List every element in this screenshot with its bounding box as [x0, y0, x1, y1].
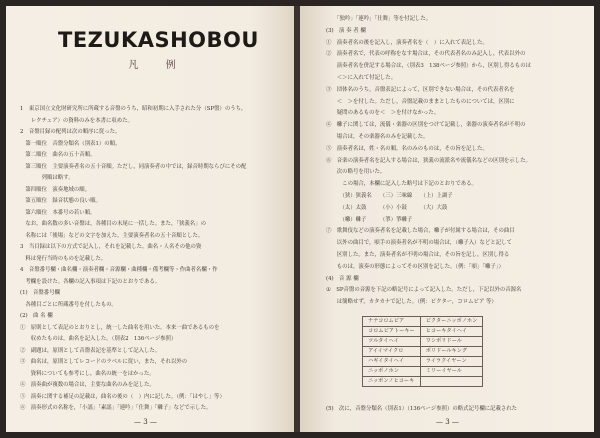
- text-line: なお，曲名数の多い音盤は，各種目の末尾に一括した。また，「狭義名」の: [20, 221, 206, 227]
- text-line: 料は発行当時のものを記載した。: [20, 255, 107, 262]
- text-line: レクチュア）の資料のみを本書に収めた。: [20, 117, 133, 124]
- label-row: [363, 327, 483, 337]
- text-line: 第三順位 主要演奏者名の五十音順。ただし，同演奏者の中では，録音時期ならびにその配: [20, 163, 247, 170]
- text-line: 疑問のあるものを＜ ＞を付けなかった。: [326, 110, 440, 117]
- text-line: (1) 音盤番号欄: [20, 290, 60, 296]
- text-line: 考欄を設けた。各欄の記入事項は下記のとおりである。: [20, 278, 161, 285]
- text-line: ⑦ 歌舞伎などの演奏者名を記載した場合，囃子が付属する場合は，その曲目: [326, 228, 515, 235]
- label-cell: ポリドールキング: [420, 347, 483, 357]
- label-row: [363, 357, 483, 367]
- label-row: [363, 337, 483, 347]
- text-line: 各種目ごとに所蔵番号を付したもの。: [20, 301, 117, 308]
- text-line: 以外の曲目で，唄手の演奏者名が不明の場合は，（囃子入）などと記して: [326, 240, 512, 247]
- right-page: [300, 6, 594, 432]
- label-cell: ナナコロムビア: [363, 317, 421, 327]
- label-cell: アイイマイクロ: [363, 347, 421, 357]
- page-title: TEZUKASHOBOU: [58, 28, 259, 52]
- text-line: ③ 曲名は，原則としてレコードのラベルに従い，また，それ以外の: [20, 359, 188, 365]
- text-line: ものは，演奏の形態によってその区別を記した。（例：「唄」「囃子」）: [326, 263, 504, 270]
- text-line: ① 原則として表記のとおりとし，統一した曲名を用いた。本来一曲であるものを: [20, 324, 220, 331]
- label-cell: ヒコーキタイヘイ: [420, 327, 483, 337]
- text-line: 1 東京国立文化財研究所に所蔵する音盤のうち，昭和初期に入手された分（SP盤）のうち，: [20, 106, 247, 112]
- label-cell: ライラクイヤーン: [420, 357, 483, 367]
- page-subtitle: 凡 例: [128, 60, 188, 71]
- text-line: 3 当目録は以下の方式で記入し，それを記載した。曲名・人名その他の資: [20, 244, 202, 250]
- label-cell: コロムビアトーキー: [363, 327, 421, 337]
- text-line: 資料についても参考にし，曲名の統一をはかった。: [20, 370, 155, 377]
- label-cell: ビクターニッポノホン: [420, 317, 483, 327]
- label-name-table: [362, 316, 483, 387]
- text-line: ＜ ＞を付した。ただし，音盤記載のままとしたものについては，区別に: [326, 98, 515, 105]
- text-line: ⑤ 演奏者名は，姓・名の順。名のみのものは，その旨を記した。: [326, 145, 488, 152]
- label-cell: [420, 377, 483, 387]
- text-line: ＜＞に入れて付記した。: [326, 75, 397, 81]
- text-line: 収めたものは，曲名を記入した。（別表2 136ページ参照）: [20, 336, 177, 342]
- text-line: 第六順位 本番号の若い順。: [20, 209, 96, 216]
- text-line: 第二順位 曲名の五十音順。: [20, 152, 96, 158]
- page-number-left: — 3 —: [134, 418, 157, 426]
- page-number-right: — 3 —: [436, 418, 459, 426]
- text-line: 演奏者名を併記する場合は，（別表3 138ページ参照）から，区別し得るものは: [326, 63, 531, 70]
- text-line: ② 演奏者名で，代表の呼称をなす場合は，その代表者名のみ記入し，代表以外の: [326, 51, 526, 58]
- text-line: ⑤ 演奏に関する補足の記載は，曲名の後の（ ）内に記した。（例：「はやし」等）: [20, 393, 225, 400]
- left-page: [6, 6, 294, 432]
- label-cell: ミリーイヤール: [420, 367, 483, 377]
- text-line: ⑥ 演奏形式の名称を，「小謡」「素謡」「連吟」「仕舞」「囃子」などで示した。: [20, 405, 212, 411]
- label-row: [363, 347, 483, 357]
- label-cell: ニッポンノヒコーキ: [363, 377, 421, 387]
- label-cell: ニッポノホン: [363, 367, 421, 377]
- text-line: 列順は略す。: [20, 175, 74, 181]
- label-cell: ツルタイヘイ: [363, 337, 421, 347]
- text-line: ④ 囃子に関しては，流儀・楽器の区別をつけて記載し，楽器の演奏者名が不明の: [326, 122, 526, 129]
- text-line: 第四順位 演奏地域の順。: [20, 186, 91, 193]
- text-line: （太）太鼓 （小）小鼓 （大）大鼓: [326, 204, 448, 211]
- text-line: ⑥ 音楽の演奏者名を記入する場合は，狭義の流派名や流儀名などの区別を示した。: [326, 157, 531, 164]
- text-line: 場合は，その楽器名のみを記載した。: [326, 134, 429, 140]
- text-line: 2 音盤目録の配列は次の順序に従った。: [20, 129, 121, 135]
- label-cell: ワシポリドール: [420, 337, 483, 347]
- text-line: （囃）囃子 （箏）箏囃子: [326, 216, 413, 223]
- footer-line: (5) 次に，音盤分類名（別表1）（136ページ参照）の略式記号欄に記載された: [326, 406, 518, 412]
- text-line: (2) 曲 名 欄: [20, 313, 53, 319]
- label-cell: ハギイタイヘイ: [363, 357, 421, 367]
- text-line: ① SP音盤の音源を下記の略記号によって記入した。ただし，下記以外の音源名: [326, 287, 522, 294]
- text-line: (3) 演 奏 者 欄: [326, 27, 366, 34]
- label-row: [363, 377, 483, 387]
- text-line: ④ 演奏曲が複数の場合は，主要な曲名のみを記した。: [20, 382, 155, 388]
- text-line: 第五順位 録音状態の良い順。: [20, 198, 101, 204]
- text-line: 名称には「後場」などの文字を加えた。主要演奏者名の五十音順とした。: [20, 232, 204, 239]
- text-line: 区別した。また，演奏者名が不明の場合は，その旨を記し，区別し得る: [326, 252, 510, 258]
- text-line: (4) 音 源 欄: [326, 275, 359, 282]
- text-line: は簡略せず，カタカナで記した。（例：ビクター，コロムビア 等）: [326, 299, 497, 306]
- text-line: 次の略号を用いた。: [326, 169, 386, 176]
- text-line: 4 音盤番号欄・曲名欄・演奏者欄・音源欄・曲種欄・備考欄等・作曲者名欄・作: [20, 267, 218, 273]
- text-line: この場合，本欄に記入した略号は下記のとおりである。: [326, 181, 477, 188]
- label-row: [363, 317, 483, 327]
- text-line: 「独吟」「連吟」「仕舞」等を付記した。: [326, 16, 432, 22]
- text-line: ③ 団体名のうち，音盤表記によって，区別できない場合は，その代表者名を: [326, 86, 515, 93]
- text-line: 第一順位 音盤分類名（別表1）の順。: [20, 140, 121, 147]
- label-row: [363, 367, 483, 377]
- text-line: （狭）狭義名 （三）三味線 （上）上調子: [326, 193, 453, 199]
- text-line: ① 演奏者名の後を記入し，演奏者名を（ ）に入れて表記した。: [326, 39, 488, 46]
- text-line: ② 副題は，原則として音盤表記を基準として記入した。: [20, 347, 161, 354]
